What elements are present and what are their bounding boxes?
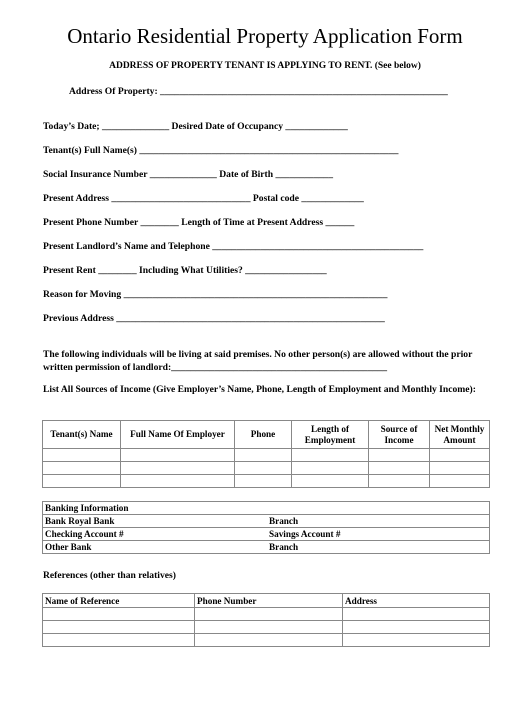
header-tenant-name: Tenant(s) Name xyxy=(43,421,121,449)
table-cell[interactable] xyxy=(369,475,430,488)
income-table xyxy=(42,420,490,488)
table-cell[interactable] xyxy=(430,449,490,462)
table-cell[interactable] xyxy=(121,475,235,488)
present-landlord-field[interactable]: Present Landlord’s Name and Telephone ____________________________________________ xyxy=(43,241,424,252)
table-cell[interactable] xyxy=(343,621,490,634)
table-cell[interactable] xyxy=(195,608,343,621)
table-cell[interactable] xyxy=(430,462,490,475)
table-cell[interactable] xyxy=(121,462,235,475)
table-cell[interactable] xyxy=(43,608,195,621)
table-cell[interactable] xyxy=(369,449,430,462)
header-source-income: Source of Income xyxy=(369,421,430,449)
table-cell[interactable] xyxy=(195,634,343,647)
bank-row[interactable] xyxy=(43,515,490,528)
header-reference-name: Name of Reference xyxy=(43,594,195,608)
other-bank-label: Other Bank xyxy=(43,541,268,554)
table-cell[interactable] xyxy=(292,449,369,462)
table-row[interactable] xyxy=(43,449,490,462)
table-cell[interactable] xyxy=(121,449,235,462)
table-cell[interactable] xyxy=(292,462,369,475)
table-cell[interactable] xyxy=(235,462,292,475)
table-cell[interactable] xyxy=(43,449,121,462)
banking-heading-row xyxy=(43,502,490,515)
table-cell[interactable] xyxy=(343,634,490,647)
present-rent-field[interactable]: Present Rent ________ Including What Utilities? _________________ xyxy=(43,265,327,276)
occupants-notice: The following individuals will be living at said premises. No other person(s) are allowed without the prior written permission of landlord:_____________________________________________ xyxy=(43,349,473,373)
income-intro: List All Sources of Income (Give Employer’s Name, Phone, Length of Employment and Monthly Income): xyxy=(43,384,476,395)
table-cell[interactable] xyxy=(343,608,490,621)
table-cell[interactable] xyxy=(43,634,195,647)
table-row[interactable] xyxy=(43,475,490,488)
table-row[interactable] xyxy=(43,621,490,634)
header-length-employment: Length of Employment xyxy=(292,421,369,449)
other-bank-row[interactable] xyxy=(43,541,490,554)
references-heading: References (other than relatives) xyxy=(43,570,176,581)
header-phone-number: Phone Number xyxy=(195,594,343,608)
branch-label-2: Branch xyxy=(267,541,490,554)
header-net-monthly: Net Monthly Amount xyxy=(430,421,490,449)
table-cell[interactable] xyxy=(235,449,292,462)
table-cell[interactable] xyxy=(195,621,343,634)
references-table xyxy=(42,593,490,647)
table-cell[interactable] xyxy=(43,621,195,634)
branch-label: Branch xyxy=(267,515,490,528)
form-subtitle: ADDRESS OF PROPERTY TENANT IS APPLYING TO RENT. (See below) xyxy=(109,61,421,71)
savings-label: Savings Account # xyxy=(267,528,490,541)
table-row[interactable] xyxy=(43,608,490,621)
references-header-row xyxy=(43,594,490,608)
checking-label: Checking Account # xyxy=(43,528,268,541)
address-of-property-field[interactable]: Address Of Property: ____________________________________________________________ xyxy=(69,86,448,97)
header-address: Address xyxy=(343,594,490,608)
income-header-row xyxy=(43,421,490,449)
tenant-names-field[interactable]: Tenant(s) Full Name(s) ______________________________________________________ xyxy=(43,145,399,156)
banking-heading: Banking Information xyxy=(43,502,490,515)
form-title: Ontario Residential Property Application Form xyxy=(67,24,463,48)
present-phone-field[interactable]: Present Phone Number ________ Length of Time at Present Address ______ xyxy=(43,217,355,228)
todays-date-field[interactable]: Today’s Date; ______________ Desired Date of Occupancy _____________ xyxy=(43,121,348,132)
table-cell[interactable] xyxy=(369,462,430,475)
present-address-field[interactable]: Present Address _____________________________ Postal code _____________ xyxy=(43,193,364,204)
header-phone: Phone xyxy=(235,421,292,449)
table-cell[interactable] xyxy=(43,475,121,488)
previous-address-field[interactable]: Previous Address ________________________________________________________ xyxy=(43,313,385,324)
table-row[interactable] xyxy=(43,634,490,647)
table-cell[interactable] xyxy=(430,475,490,488)
reason-for-moving-field[interactable]: Reason for Moving _______________________________________________________ xyxy=(43,289,388,300)
sin-dob-field[interactable]: Social Insurance Number ______________ Date of Birth ____________ xyxy=(43,169,334,180)
table-cell[interactable] xyxy=(292,475,369,488)
banking-table xyxy=(42,501,490,554)
table-cell[interactable] xyxy=(235,475,292,488)
bank-label: Bank Royal Bank xyxy=(43,515,268,528)
table-cell[interactable] xyxy=(43,462,121,475)
table-row[interactable] xyxy=(43,462,490,475)
header-employer: Full Name Of Employer xyxy=(121,421,235,449)
account-row[interactable] xyxy=(43,528,490,541)
